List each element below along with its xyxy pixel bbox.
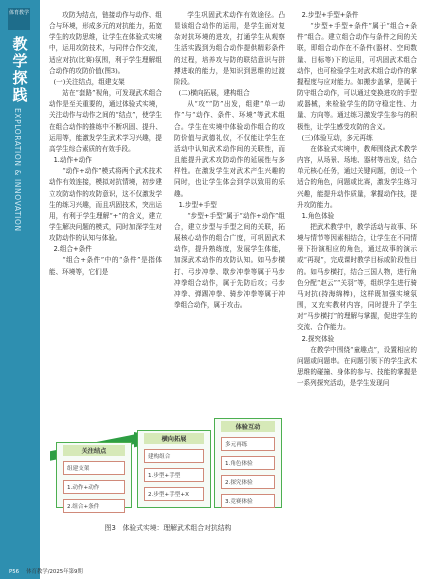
figure-box-subtitle: 建构组合 (144, 449, 204, 463)
figure-box-1 (56, 442, 132, 508)
paragraph: 在教学中围绕“童趣点”，设置相应的问题或问题串。在问题引领下的学生武术思维的碰撞、身体的参与、技能的掌握是一系列探究活动，是学生发现问 (297, 345, 417, 388)
page-number: P56 (6, 569, 22, 575)
section-heading: (三)体验互动，多元再练 (301, 133, 373, 142)
section-heading: (一)关注结点，组建支架 (53, 77, 125, 86)
paragraph: 站在“套路”视角，可发现武术组合动作是至关重要的，通过体验式实境，关注动作与动作之间的“结点”，使学生在组合动作的推练中不断巩固、提升、运用等，能激发学生武术学习兴趣，提高学生综合素质的有效手段。 (49, 89, 162, 153)
figure-box-title: 体验互动 (221, 421, 275, 432)
sub-heading: 1.步型+手型 (178, 200, 217, 209)
figure-box-item: 2.组合+条件 (63, 499, 125, 513)
text-column-3 (297, 10, 417, 565)
text-column-2 (174, 10, 285, 311)
journal-issue: 体育教学/2025年第9期 (26, 569, 83, 575)
figure-box-item: 2.步型+手型+X (144, 487, 204, 501)
sub-heading: 2.探究体验 (301, 334, 335, 343)
figure-caption: 图3 体验式实境：理解武术组合对抗结构 (104, 524, 232, 532)
paragraph: “动作+动作”模式将两个武术技术动作有效连接，模拟对抗情境，初步建立攻防动作的攻防意识，这不仅激发学生的练习兴趣，而且巩固技术，突出运用，有利于学生理解“+”的含义，建立学生解决问题的模式，同时加深学生对攻防动作的认知与体验。 (49, 167, 162, 243)
figure-box-subtitle: 组建支架 (63, 461, 125, 475)
journal-logo: 体育教学 (8, 8, 30, 30)
figure-box-item: 1.角色体验 (221, 456, 275, 470)
paragraph: 学生巩固武术动作有效途径。凸显该组合动作的运用，是学生面对复杂对抗环境的进攻，打通学生从观察生活实践到为组合动作提供精彩条件的过程，培养攻与防的联结意识与拼搏进取的能力，是知识到思维的过渡阶段。 (174, 11, 285, 86)
figure-box-item: 1.步型+手型 (144, 468, 204, 482)
section-subtitle: EXPLORATION & INNOVATION (13, 108, 22, 232)
figure-box-item: 1.动作+动作 (63, 480, 125, 494)
section-title: 教学探践 (12, 35, 28, 104)
text-column-1 (49, 10, 162, 278)
figure-box-2 (137, 430, 211, 508)
paragraph: 从“攻”“防”出发，组建“单一动作”与“动作、条件、环境”等武术组合。学生在实境中体验动作组合的攻防价值与武德礼仪，不仅能让学生在活动中认知武术动作间的关联性，而且能提升武术攻防动作的延展性与多样性。在激发学生对武术产生兴趣的同时，也让学生体会到学以致用的乐趣。 (174, 100, 285, 198)
sub-heading: 2.组合+条件 (53, 245, 92, 254)
paragraph: “步型+手型+条件”属于“组合+条件”组合。建立组合动作与条件之间的关联，即组合动作在不条件(器材、空间数量、目标等)下的运用，可巩固武术组合动作，也可检验学生对武术组合动作的掌握程度与应对能力。如搬步盖掌，是属于防守组合动作，可以通过变换进攻的手型或器械，来检验学生的防守稳定性、力量、方向等。通过练习激发学生参与的积极性，让学生感受攻防的含义。 (297, 22, 417, 131)
sub-heading: 2.步型+手型+条件 (301, 11, 359, 19)
figure-box-item: 2.探究体验 (221, 475, 275, 489)
figure-box-subtitle: 多元再练 (221, 437, 275, 451)
sidebar-band (0, 0, 40, 579)
sub-heading: 1.角色体验 (301, 211, 335, 220)
paragraph: 把武术教学中，教学活动与故事、环境与情节等因素相结合，让学生在不同情景下扮演相应的角色，通过故事的演示或“再现”，完成课时教学目标或阶段性目的。如马步横打，结合三国人物，进行角色分配“赵云”“关羽”等，组织学生进行骑马对抗(持海绵棒)，这样既加强实境氛围，又充实教材内容，同时提升了学生对“马步横打”的理解与掌握，促进学生的交流、合作能力。 (297, 222, 417, 332)
paragraph: 在体验式实境中，教师围绕武术教学内容，从场景、场地、器材等出发，结合单元核心任务，通过关键问题，创设一个适合的角色，问题或比赛，激发学生练习兴趣，能提升动作质量，掌握动作技，提升攻防能力。 (297, 144, 417, 209)
figure-box-title: 横向拓展 (144, 433, 204, 444)
sub-heading: 1.动作+动作 (53, 156, 92, 165)
page-footer (6, 567, 83, 575)
figure-box-title: 关注结点 (63, 445, 125, 456)
figure-box-3 (214, 418, 282, 508)
paragraph: “组合+条件”中的“条件”是指体能、环境等，它们是 (49, 256, 162, 276)
section-heading: (二)横向拓展，建构组合 (178, 89, 250, 98)
paragraph: “步型+手型”属于“动作+动作”组合，建立步型与手型之间的关联，拓展核心动作的组合广度，可巩固武术动作，提升熟练度，发展学生体能，加深武术动作的攻防认知。如马步横打、弓步冲拳、歇步冲拳等属于马步冲拳组合动作，属于先防后攻；弓步冲拳、弹踢冲拳、骑步冲拳等属于冲拳组合动作，属于攻击。 (174, 211, 285, 310)
paragraph: 攻防为结点，链接动作与动作、组合与环境，形成多元的对抗能力，拓宽学生的攻防思维，让学生在体验式实境中，运用攻防技术，与同伴合作交流，适应对抗(比赛)氛围，利于学生理解组合动作的攻防价值(图3)。 (49, 11, 162, 75)
figure-box-item: 3.竞赛体验 (221, 494, 275, 508)
